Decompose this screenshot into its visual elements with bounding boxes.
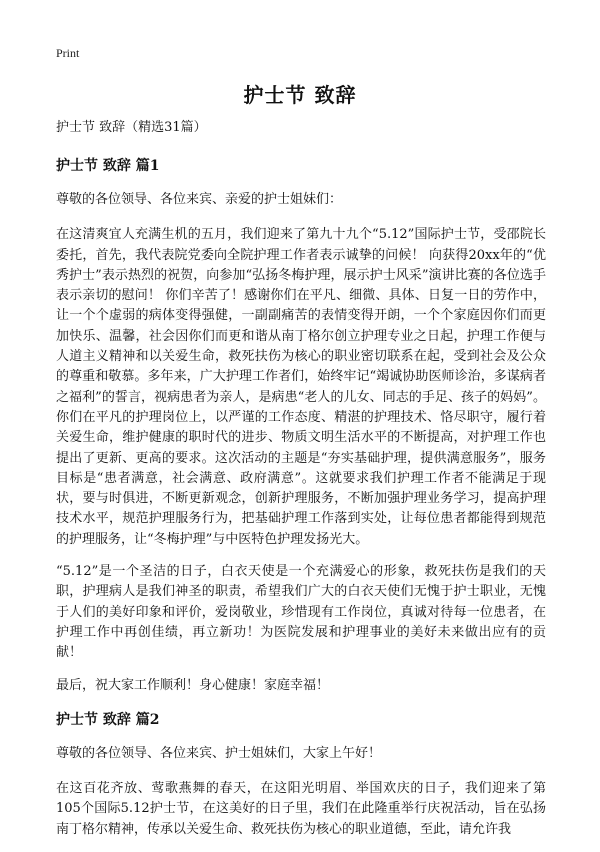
closing-wishes: 最后，祝大家工作顺利！身心健康！家庭幸福！ bbox=[56, 677, 330, 693]
document-subtitle: 护士节 致辞（精选31篇） bbox=[56, 120, 207, 135]
section-heading: 护士节 致辞 篇1 bbox=[56, 158, 160, 174]
speech-section-1 bbox=[56, 156, 546, 696]
speech-section-2 bbox=[56, 710, 546, 840]
body-paragraph: 在这百花齐放、莺歌燕舞的春天，在这阳光明眉、举国欢庆的日子，我们迎来了第105个国际5.12护士节，在这美好的日子里，我们在此隆重举行庆祝活动，旨在弘扬南丁格尔精神，传承以关爱生命、救死扶伤为核心的职业道德，至此，请允许我 bbox=[56, 781, 546, 837]
salutation: 尊敬的各位领导、各位来宾、护士姐妹们，大家上午好！ bbox=[56, 745, 382, 761]
section-heading: 护士节 致辞 篇2 bbox=[56, 711, 160, 728]
body-paragraph: “5.12”是一个圣洁的日子，白衣天使是一个充满爱心的形象，救死扶伤是我们的天职，护理病人是我们神圣的职责，希望我们广大的白衣天使们无愧于护士职业，无愧于人们的美好印象和评价，爱岗敬业，珍惜现有工作岗位，真诚对待每一位患者，在护理工作中再创佳绩，再立新功！为医院发展和护理事业的美好未来做出应有的贡献！ bbox=[56, 564, 546, 661]
document-body bbox=[56, 118, 546, 852]
salutation: 尊敬的各位领导、各位来宾、亲爱的护士姐妹们： bbox=[56, 192, 343, 207]
document-title: 护士节 致辞 bbox=[243, 83, 357, 107]
body-paragraph: 在这清爽宜人充满生机的五月，我们迎来了第九十九个“5.12”国际护士节，受邵院长委托，首先，我代表院党委向全院护理工作者表示诚挚的问候！ 向获得20xx年的“优秀护士”表示热烈的祝贺，向参加“弘扬冬梅护理，展示护士风采”演讲比赛的各位选手表示亲切的慰问！ 你们辛苦了！感谢你们在平凡、细微、具体、日复一日的劳作中，让一个个虚弱的病体变得强健，一副副痛苦的表情变得开朗，一个个家庭因你们而更加快乐、温馨，社会因你们而更和谐从南丁格尔创立护理专业之日起，护理工作便与人道主义精神和以关爱生命，救死扶伤为核心的职业密切联系在起，受到社会及公众的尊重和敬慕。多年来，广大护理工作者们，始终牢记“竭诚协助医师诊治，多谋病者之福利”的誓言，视病患者为亲人，是病患“老人的儿女、同志的手足、孩子的妈妈”。你们在平凡的护理岗位上，以严谨的工作态度、精湛的护理技术、恪尽职守，履行着关爱生命，维护健康的职时代的进步、物质文明生活水平的不断提高，对护理工作也提出了更新、更高的要求。这次活动的主题是“夯实基础护理，提供满意服务”，服务目标是“患者满意，社会满意、政府满意”。这就要求我们护理工作者不能满足于现状，要与时俱进，不断更新观念，创新护理服务，不断加强护理业务学习，提高护理技术水平，规范护理服务行为，把基础护理工作落到实处，让每位患者都能得到规范的护理服务，让“冬梅护理”与中医特色护理发扬光大。 bbox=[56, 227, 546, 547]
print-link[interactable]: Print bbox=[56, 46, 80, 60]
